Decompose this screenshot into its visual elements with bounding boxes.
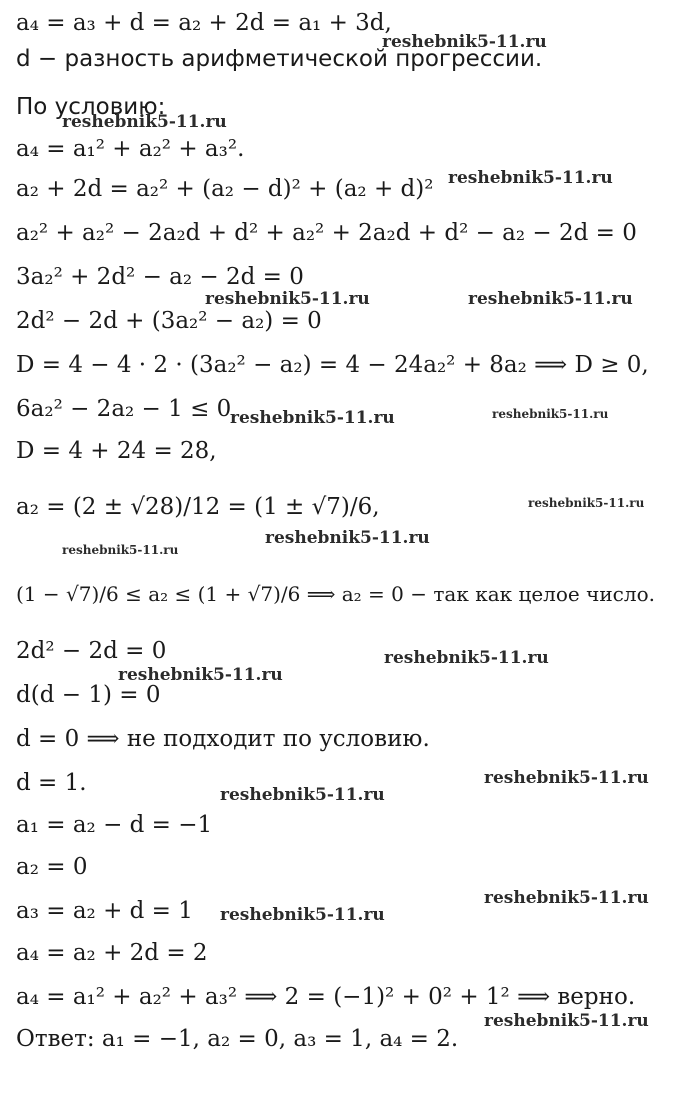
line-13: (1 − √7)/6 ≤ a₂ ≤ (1 + √7)/6 ⟹ a₂ = 0 − так как целое число.	[16, 582, 655, 606]
watermark: reshebnik5-11.ru	[382, 32, 547, 52]
line-12: a₂ = (2 ± √28)/12 = (1 ± √7)/6,	[16, 494, 380, 520]
line-15: d(d − 1) = 0	[16, 682, 161, 708]
watermark: reshebnik5-11.ru	[484, 768, 649, 788]
line-8: 2d² − 2d + (3a₂² − a₂) = 0	[16, 308, 322, 334]
watermark: reshebnik5-11.ru	[528, 496, 645, 510]
watermark: reshebnik5-11.ru	[484, 1011, 649, 1031]
watermark: reshebnik5-11.ru	[468, 289, 633, 309]
line-1: a₄ = a₃ + d = a₂ + 2d = a₁ + 3d,	[16, 10, 392, 36]
line-17: d = 1.	[16, 770, 87, 796]
line-4: a₄ = a₁² + a₂² + a₃².	[16, 136, 245, 162]
line-14: 2d² − 2d = 0	[16, 638, 167, 664]
line-9: D = 4 − 4 · 2 · (3a₂² − a₂) = 4 − 24a₂² + 8a₂ ⟹ D ≥ 0,	[16, 352, 649, 378]
watermark: reshebnik5-11.ru	[205, 289, 370, 309]
watermark: reshebnik5-11.ru	[484, 888, 649, 908]
line-2: d − разность арифметической прогрессии.	[16, 46, 543, 72]
watermark: reshebnik5-11.ru	[230, 408, 395, 428]
line-19: a₂ = 0	[16, 854, 88, 880]
line-5: a₂ + 2d = a₂² + (a₂ − d)² + (a₂ + d)²	[16, 176, 434, 202]
line-3: По условию:	[16, 94, 166, 120]
line-18: a₁ = a₂ − d = −1	[16, 812, 213, 838]
line-11: D = 4 + 24 = 28,	[16, 438, 217, 464]
watermark: reshebnik5-11.ru	[448, 168, 613, 188]
watermark: reshebnik5-11.ru	[62, 112, 227, 132]
watermark: reshebnik5-11.ru	[220, 905, 385, 925]
line-10: 6a₂² − 2a₂ − 1 ≤ 0	[16, 396, 232, 422]
watermark: reshebnik5-11.ru	[384, 648, 549, 668]
watermark: reshebnik5-11.ru	[118, 665, 283, 685]
watermark: reshebnik5-11.ru	[62, 543, 179, 557]
line-23: Ответ: a₁ = −1, a₂ = 0, a₃ = 1, a₄ = 2.	[16, 1026, 459, 1052]
line-20: a₃ = a₂ + d = 1	[16, 898, 193, 924]
watermark: reshebnik5-11.ru	[220, 785, 385, 805]
line-7: 3a₂² + 2d² − a₂ − 2d = 0	[16, 264, 304, 290]
line-16: d = 0 ⟹ не подходит по условию.	[16, 726, 430, 752]
watermark: reshebnik5-11.ru	[265, 528, 430, 548]
line-6: a₂² + a₂² − 2a₂d + d² + a₂² + 2a₂d + d² − a₂ − 2d = 0	[16, 220, 637, 246]
line-21: a₄ = a₂ + 2d = 2	[16, 940, 208, 966]
line-22: a₄ = a₁² + a₂² + a₃² ⟹ 2 = (−1)² + 0² + 1² ⟹ верно.	[16, 984, 636, 1010]
watermark: reshebnik5-11.ru	[492, 407, 609, 421]
